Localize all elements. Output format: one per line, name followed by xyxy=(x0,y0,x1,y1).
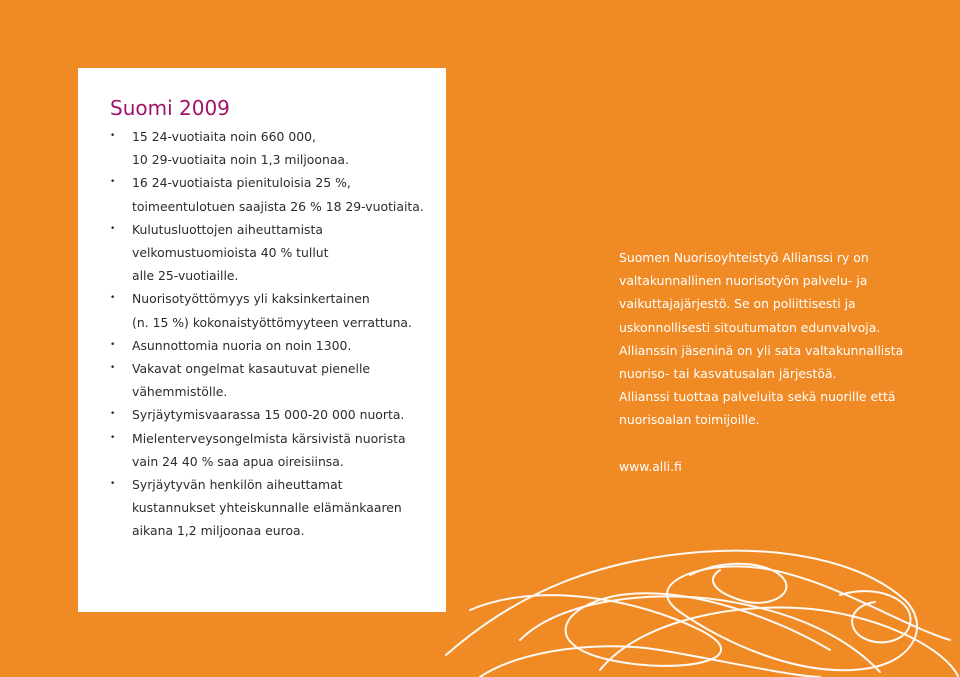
list-item: • Asunnottomia nuoria on noin 1300. xyxy=(110,334,440,357)
website-link[interactable]: www.alli.fi xyxy=(619,458,682,474)
list-item: • Mielenterveysongelmista kärsivistä nuorista vain 24 40 % saa apua oireisiinsa. xyxy=(110,427,440,473)
info-card xyxy=(78,68,446,612)
statistics-list xyxy=(110,125,440,543)
organization-description xyxy=(619,246,929,478)
list-item: • 16 24-vuotiaista pienituloisia 25 %, toimeentulotuen saajista 26 % 18 29-vuotiaita. xyxy=(110,171,440,217)
list-item: • 15 24-vuotiaita noin 660 000, 10 29-vuotiaita noin 1,3 miljoonaa. xyxy=(110,125,440,171)
list-item: • Syrjäytyvän henkilön aiheuttamat kustannukset yhteiskunnalle elämänkaaren aikana 1,2 miljoonaa euroa. xyxy=(110,473,440,543)
list-item: • Vakavat ongelmat kasautuvat pienelle vähemmistölle. xyxy=(110,357,440,403)
list-item: • Syrjäytymisvaarassa 15 000-20 000 nuorta. xyxy=(110,403,440,426)
list-item: • Kulutusluottojen aiheuttamista velkomustuomioista 40 % tullut alle 25-vuotiaille. xyxy=(110,218,440,288)
description-text: Suomen Nuorisoyhteistyö Allianssi ry on valtakunnallinen nuorisotyön palvelu- ja vaikuttajajärjestö. Se on poliittisesti ja uskonnollisesti sitoutumaton edunvalvoja. Allianssin jäseninä on yli sata valtakunnallista nuoriso- tai kasvatusalan järjestöä. Allianssi tuottaa palveluita sekä nuorille että nuorisoalan toimijoille. xyxy=(619,250,904,428)
card-title: Suomi 2009 xyxy=(110,96,230,120)
list-item: • Nuorisotyöttömyys yli kaksinkertainen (n. 15 %) kokonaistyöttömyyteen verrattuna. xyxy=(110,287,440,333)
